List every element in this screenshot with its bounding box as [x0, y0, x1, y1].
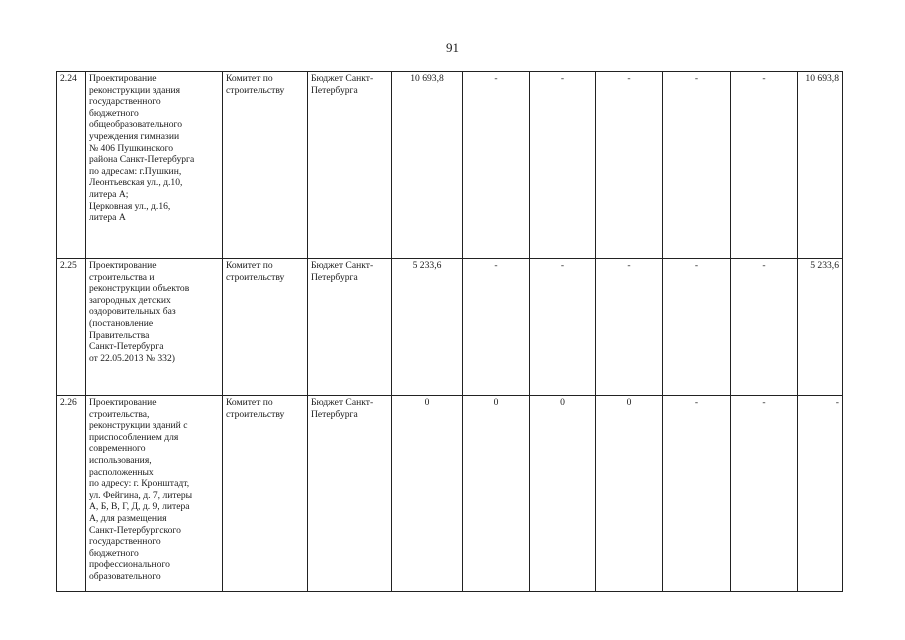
row-number: 2.26: [57, 396, 86, 592]
row-description: Проектирование реконструкции здания государственного бюджетного общеобразовательного учреждения гимназии № 406 Пушкинского района Санкт-Петербурга по адресам: г.Пушкин, Леонтьевская ул., д.10, литера А; Церковная ул., д.16, литера А: [86, 72, 223, 259]
row-number: 2.25: [57, 259, 86, 396]
table-row: [57, 396, 843, 592]
row-executor: Комитет по строительству: [223, 396, 308, 592]
table-row: [57, 259, 843, 396]
budget-table: [56, 71, 843, 592]
row-number: 2.24: [57, 72, 86, 259]
page-number: 91: [446, 40, 459, 55]
row-executor: Комитет по строительству: [223, 72, 308, 259]
row-value-year-5: -: [731, 396, 798, 592]
row-funding-source: Бюджет Санкт- Петербурга: [308, 72, 392, 259]
row-value-year-4: -: [663, 259, 731, 396]
row-funding-source: Бюджет Санкт- Петербурга: [308, 259, 392, 396]
row-description: Проектирование строительства, реконструкции зданий с приспособлением для современного использования, расположенных по адресу: г. Кронштадт, ул. Фейгина, д. 7, литеры А, Б, В, Г, Д, д. 9, литера А, для размещения Санкт-Петербургского государственного бюджетного профессионального образовательного: [86, 396, 223, 592]
row-value-year-1: -: [463, 72, 530, 259]
row-value-year-3: -: [596, 72, 663, 259]
row-description: Проектирование строительства и реконструкции объектов загородных детских оздоровительных баз (постановление Правительства Санкт-Петербурга от 22.05.2013 № 332): [86, 259, 223, 396]
row-value-total: 0: [392, 396, 463, 592]
row-value-total: 10 693,8: [392, 72, 463, 259]
row-value-year-3: 0: [596, 396, 663, 592]
row-value-year-2: -: [530, 72, 596, 259]
row-value-year-5: -: [731, 72, 798, 259]
row-value-year-2: -: [530, 259, 596, 396]
row-value-year-1: 0: [463, 396, 530, 592]
row-value-total: 5 233,6: [392, 259, 463, 396]
table-row: [57, 72, 843, 259]
row-value-year-4: -: [663, 72, 731, 259]
row-value-year-5: -: [731, 259, 798, 396]
row-value-final: 5 233,6: [798, 259, 843, 396]
row-value-year-2: 0: [530, 396, 596, 592]
row-executor: Комитет по строительству: [223, 259, 308, 396]
row-value-final: -: [798, 396, 843, 592]
row-value-year-1: -: [463, 259, 530, 396]
row-funding-source: Бюджет Санкт- Петербурга: [308, 396, 392, 592]
row-value-year-3: -: [596, 259, 663, 396]
row-value-final: 10 693,8: [798, 72, 843, 259]
row-value-year-4: -: [663, 396, 731, 592]
